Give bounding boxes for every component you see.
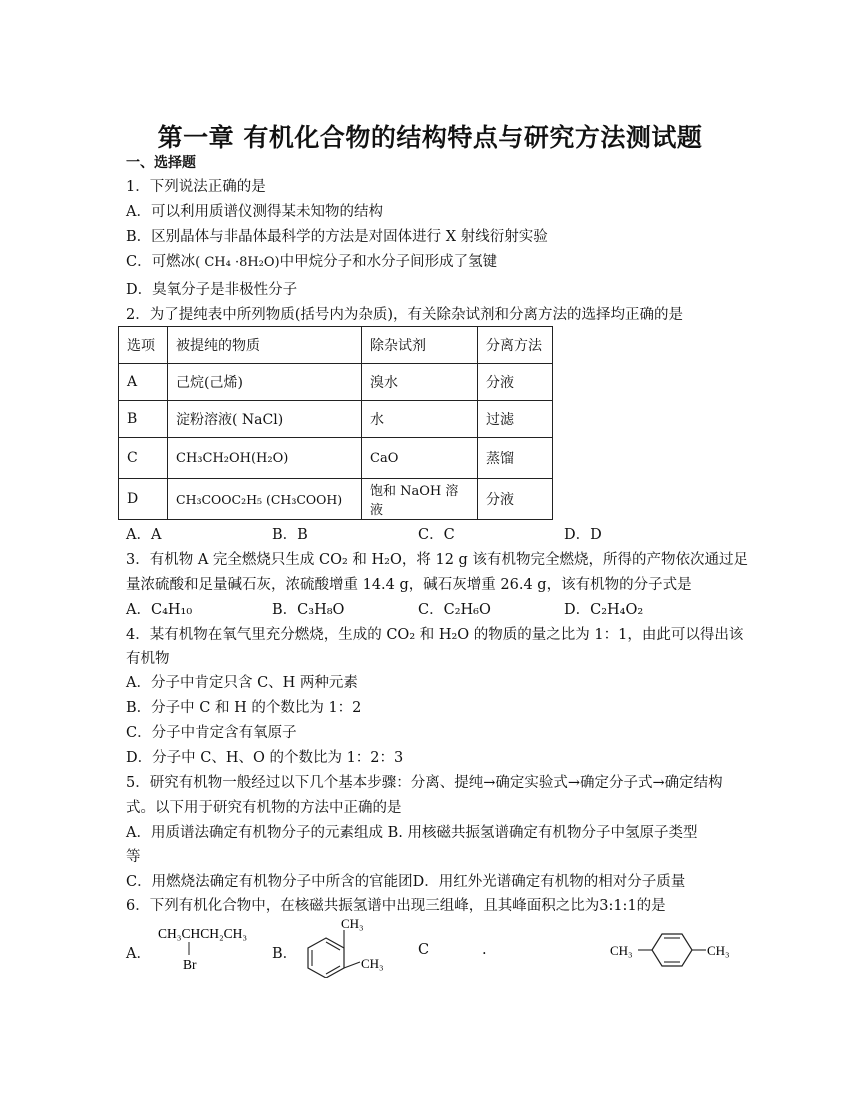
table-cell: CH₃CH₂OH(H₂O) xyxy=(168,438,362,479)
table-header-cell: 被提纯的物质 xyxy=(168,327,362,364)
ring-double-bond xyxy=(326,966,340,974)
q2-option-d: D．D xyxy=(564,527,602,543)
q1-stem: 1．下列说法正确的是 xyxy=(126,179,266,195)
q4-option-a: A．分子中肯定只含 C、H 两种元素 xyxy=(126,675,358,691)
table-row xyxy=(119,364,553,401)
table-cell: A xyxy=(119,364,168,401)
q6-label-c: C xyxy=(418,942,430,958)
q4-line-1: 4．某有机物在氧气里充分燃烧，生成的 CO₂ 和 H₂O 的物质的量之比为 1：1，由此可以得出该 xyxy=(126,627,744,643)
structure-dimethyl-cyclohexadiene xyxy=(610,924,738,976)
q5-line-2: 式。以下用于研究有机物的方法中正确的是 xyxy=(126,800,402,816)
table-cell: B xyxy=(119,401,168,438)
table-cell: CH₃COOC₂H₅ (CH₃COOH) xyxy=(168,479,362,520)
table-row xyxy=(119,401,553,438)
table-cell: 分液 xyxy=(478,479,553,520)
section-heading: 一、选择题 xyxy=(126,155,196,171)
table-cell: 分液 xyxy=(478,364,553,401)
structure-d-methyl-left: CH₃ xyxy=(610,943,633,958)
q1-option-c-formula: ( CH₄ ·8H₂O) xyxy=(195,255,280,270)
purification-table xyxy=(118,326,553,520)
table-header-cell: 选项 xyxy=(119,327,168,364)
q1-option-b: B．区别晶体与非晶体最科学的方法是对固体进行 X 射线衍射实验 xyxy=(126,229,548,245)
q6-label-c-dot: . xyxy=(482,942,487,958)
q4-option-d: D．分子中 C、H、O 的个数比为 1：2：3 xyxy=(126,750,404,766)
q2-option-a: A．A xyxy=(126,527,162,543)
q3-option-d: D．C₂H₄O₂ xyxy=(564,602,644,618)
q3-option-b: B．C₃H₈O xyxy=(272,602,345,618)
structure-ortho-xylene xyxy=(300,912,396,978)
cyclohexadiene-ring xyxy=(652,934,692,966)
q2-stem: 2．为了提纯表中所列物质(括号内为杂质)，有关除杂试剂和分离方法的选择均正确的是 xyxy=(126,307,684,323)
table-cell: 己烷(己烯) xyxy=(168,364,362,401)
q5-line-3: A．用质谱法确定有机物分子的元素组成 B. 用核磁共振氢谱确定有机物分子中氢原子类型 xyxy=(126,825,698,841)
q1-option-d: D．臭氧分子是非极性分子 xyxy=(126,282,298,298)
q5-line-4: 等 xyxy=(126,849,141,865)
q6-label-b: B． xyxy=(272,946,298,962)
table-header-cell: 除杂试剂 xyxy=(362,327,478,364)
table-cell: 蒸馏 xyxy=(478,438,553,479)
q1-option-c-prefix: C．可燃冰 xyxy=(126,254,196,270)
q5-line-5: C．用燃烧法确定有机物分子中所含的官能团D．用红外光谱确定有机物的相对分子质量 xyxy=(126,874,686,890)
table-row xyxy=(119,479,553,520)
q6-label-a: A． xyxy=(126,946,151,962)
q1-option-a: A．可以利用质谱仪测得某未知物的结构 xyxy=(126,204,383,220)
q2-option-c: C．C xyxy=(418,527,455,543)
structure-a-chain: CH₃CHCH₂CH₃ xyxy=(158,926,248,941)
q4-option-c: C．分子中肯定含有氧原子 xyxy=(126,725,297,741)
q3-line-2: 量浓硫酸和足量碱石灰，浓硫酸增重 14.4 g，碱石灰增重 26.4 g，该有机物的分子式是 xyxy=(126,577,692,593)
q1-option-c xyxy=(126,250,497,271)
table-cell: 过滤 xyxy=(478,401,553,438)
table-cell: 溴水 xyxy=(362,364,478,401)
q6-stem: 6．下列有机化合物中，在核磁共振氢谱中出现三组峰，且其峰面积之比为3:1:1的是 xyxy=(126,898,666,914)
structure-b-methyl-side: CH₃ xyxy=(361,956,384,971)
structure-2-bromobutane xyxy=(156,922,266,974)
table-header-cell: 分离方法 xyxy=(478,327,553,364)
q2-option-b: B．B xyxy=(272,527,308,543)
q4-option-b: B．分子中 C 和 H 的个数比为 1：2 xyxy=(126,700,362,716)
structure-a-bromine: Br xyxy=(183,957,197,972)
structure-b-methyl-top: CH₃ xyxy=(341,916,364,931)
table-cell: D xyxy=(119,479,168,520)
q3-option-a: A．C₄H₁₀ xyxy=(126,602,193,618)
benzene-ring xyxy=(308,938,344,978)
structure-d-methyl-right: CH₃ xyxy=(707,943,730,958)
page-title: 第一章 有机化合物的结构特点与研究方法测试题 xyxy=(157,123,703,152)
table-cell: 水 xyxy=(362,401,478,438)
table-cell: CaO xyxy=(362,438,478,479)
ring-double-bond xyxy=(326,942,340,950)
table-row xyxy=(119,438,553,479)
table-header-row xyxy=(119,327,553,364)
table-cell: 饱和 NaOH 溶液 xyxy=(362,479,478,520)
q4-line-2: 有机物 xyxy=(126,651,170,667)
table-cell: C xyxy=(119,438,168,479)
methyl-bond xyxy=(344,962,360,968)
q5-line-1: 5．研究有机物一般经过以下几个基本步骤：分离、提纯→确定实验式→确定分子式→确定结构 xyxy=(126,775,723,791)
q1-option-c-suffix: 中甲烷分子和水分子间形成了氢键 xyxy=(279,254,498,270)
q3-line-1: 3．有机物 A 完全燃烧只生成 CO₂ 和 H₂O，将 12 g 该有机物完全燃烧，所得的产物依次通过足 xyxy=(126,552,748,568)
table-cell: 淀粉溶液( NaCl) xyxy=(168,401,362,438)
q3-option-c: C．C₂H₆O xyxy=(418,602,491,618)
